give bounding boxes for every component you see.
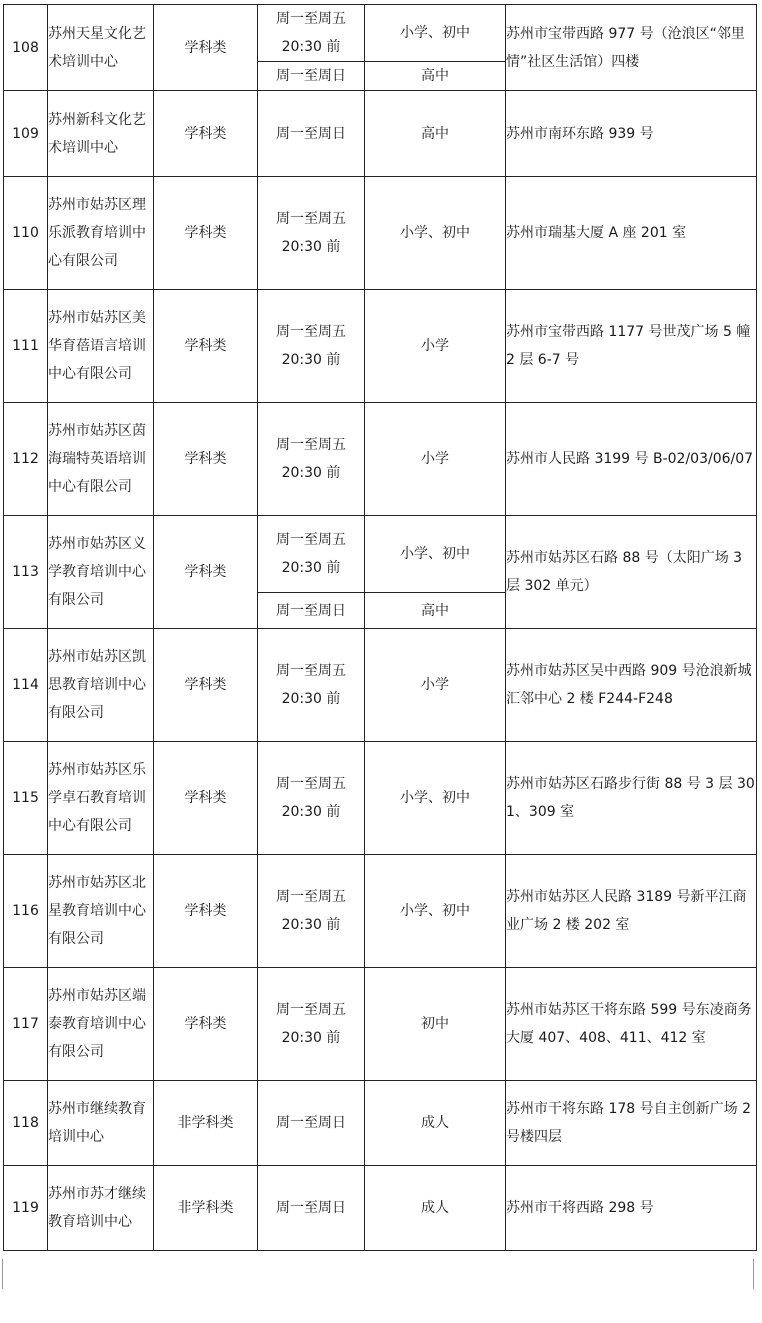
- institution-name: 苏州市姑苏区凯思教育培训中心有限公司: [48, 629, 154, 742]
- schedule-line: 周一至周日: [276, 1200, 346, 1216]
- institution-name: 苏州市姑苏区义学教育培训中心有限公司: [48, 516, 154, 629]
- schedule-line: 周一至周日: [276, 602, 346, 619]
- category: 学科类: [154, 629, 258, 742]
- category: 学科类: [154, 855, 258, 968]
- row-number: 108: [4, 5, 48, 91]
- table-row: [4, 5, 757, 62]
- table-row: [4, 403, 757, 516]
- institution-name: 苏州市姑苏区乐学卓石教育培训中心有限公司: [48, 742, 154, 855]
- schedule-time: [258, 968, 365, 1081]
- schedule-line: 20:30 前: [281, 239, 341, 255]
- category: 非学科类: [154, 1081, 258, 1166]
- category: 学科类: [154, 290, 258, 403]
- address: 苏州市宝带西路 977 号（沧浪区“邻里情”社区生活馆）四楼: [506, 5, 757, 91]
- schedule-time: [258, 629, 365, 742]
- address: 苏州市瑞基大厦 A 座 201 室: [506, 177, 757, 290]
- school-level: 小学、初中: [365, 516, 506, 593]
- school-level: 高中: [365, 62, 506, 91]
- schedule-time: [258, 855, 365, 968]
- category: 学科类: [154, 742, 258, 855]
- address: 苏州市姑苏区干将东路 599 号东凌商务大厦 407、408、411、412 室: [506, 968, 757, 1081]
- row-number: 117: [4, 968, 48, 1081]
- address: 苏州市干将东路 178 号自主创新广场 2 号楼四层: [506, 1081, 757, 1166]
- school-level: 成人: [365, 1166, 506, 1251]
- schedule-line: 周一至周五: [276, 532, 346, 548]
- table-row: [4, 629, 757, 742]
- address: 苏州市姑苏区人民路 3189 号新平江商业广场 2 楼 202 室: [506, 855, 757, 968]
- schedule-line: 周一至周五: [276, 776, 346, 792]
- schedule-time: [258, 177, 365, 290]
- schedule-line: 20:30 前: [281, 560, 341, 576]
- row-number: 112: [4, 403, 48, 516]
- schedule-line: 20:30 前: [281, 465, 341, 481]
- schedule-line: 20:30 前: [281, 352, 341, 368]
- schedule-time: [258, 62, 365, 91]
- schedule-time: [258, 516, 365, 593]
- address: 苏州市姑苏区吴中西路 909 号沧浪新城汇邻中心 2 楼 F244-F248: [506, 629, 757, 742]
- address: 苏州市姑苏区石路 88 号（太阳广场 3 层 302 单元）: [506, 516, 757, 629]
- institution-name: 苏州市姑苏区北星教育培训中心有限公司: [48, 855, 154, 968]
- schedule-time: [258, 91, 365, 177]
- institution-name: 苏州天星文化艺术培训中心: [48, 5, 154, 91]
- school-level: 小学、初中: [365, 177, 506, 290]
- institution-name: 苏州市姑苏区理乐派教育培训中心有限公司: [48, 177, 154, 290]
- address: 苏州市宝带西路 1177 号世茂广场 5 幢 2 层 6-7 号: [506, 290, 757, 403]
- schedule-line: 20:30 前: [281, 39, 341, 55]
- address: 苏州市干将西路 298 号: [506, 1166, 757, 1251]
- row-number: 116: [4, 855, 48, 968]
- school-level: 小学: [365, 290, 506, 403]
- schedule-time: [258, 1081, 365, 1166]
- schedule-line: 20:30 前: [281, 917, 341, 933]
- schedule-time: [258, 1166, 365, 1251]
- row-number: 115: [4, 742, 48, 855]
- institution-name: 苏州市姑苏区端泰教育培训中心有限公司: [48, 968, 154, 1081]
- table-row: [4, 855, 757, 968]
- school-level: 小学、初中: [365, 742, 506, 855]
- schedule-time: [258, 593, 365, 629]
- schedule-line: 周一至周五: [276, 889, 346, 905]
- institution-name: 苏州新科文化艺术培训中心: [48, 91, 154, 177]
- category: 非学科类: [154, 1166, 258, 1251]
- institution-name: 苏州市继续教育培训中心: [48, 1081, 154, 1166]
- institution-name: 苏州市苏才继续教育培训中心: [48, 1166, 154, 1251]
- row-number: 119: [4, 1166, 48, 1251]
- table-row: [4, 1166, 757, 1251]
- schedule-line: 周一至周五: [276, 437, 346, 453]
- address: 苏州市南环东路 939 号: [506, 91, 757, 177]
- schedule-line: 周一至周五: [276, 324, 346, 340]
- page-margin-mark-left: [2, 1259, 3, 1289]
- table-row: [4, 742, 757, 855]
- table-row: [4, 516, 757, 593]
- school-level: 成人: [365, 1081, 506, 1166]
- category: 学科类: [154, 177, 258, 290]
- schedule-line: 周一至周日: [276, 1115, 346, 1131]
- row-number: 118: [4, 1081, 48, 1166]
- row-number: 114: [4, 629, 48, 742]
- schedule-line: 周一至周五: [276, 11, 346, 27]
- schedule-time: [258, 5, 365, 62]
- school-level: 高中: [365, 593, 506, 629]
- schedule-time: [258, 403, 365, 516]
- address: 苏州市人民路 3199 号 B-02/03/06/07: [506, 403, 757, 516]
- school-level: 小学: [365, 403, 506, 516]
- institution-name: 苏州市姑苏区茵海瑞特英语培训中心有限公司: [48, 403, 154, 516]
- school-level: 小学、初中: [365, 855, 506, 968]
- school-level: 高中: [365, 91, 506, 177]
- table-row: [4, 91, 757, 177]
- category: 学科类: [154, 91, 258, 177]
- row-number: 111: [4, 290, 48, 403]
- schedule-time: [258, 290, 365, 403]
- schedule-line: 20:30 前: [281, 804, 341, 820]
- schedule-line: 周一至周五: [276, 211, 346, 227]
- row-number: 113: [4, 516, 48, 629]
- table-body: [4, 5, 757, 1251]
- schedule-line: 周一至周日: [276, 125, 346, 142]
- institution-table: [3, 4, 757, 1251]
- schedule-line: 周一至周五: [276, 663, 346, 679]
- row-number: 109: [4, 91, 48, 177]
- category: 学科类: [154, 968, 258, 1081]
- schedule-line: 周一至周日: [276, 68, 346, 84]
- row-number: 110: [4, 177, 48, 290]
- schedule-line: 周一至周五: [276, 1002, 346, 1018]
- schedule-line: 20:30 前: [281, 1030, 341, 1046]
- category: 学科类: [154, 516, 258, 629]
- page-margin-mark-right: [753, 1259, 754, 1289]
- table-row: [4, 1081, 757, 1166]
- school-level: 初中: [365, 968, 506, 1081]
- category: 学科类: [154, 5, 258, 91]
- category: 学科类: [154, 403, 258, 516]
- school-level: 小学: [365, 629, 506, 742]
- table-row: [4, 290, 757, 403]
- schedule-time: [258, 742, 365, 855]
- table-row: [4, 177, 757, 290]
- schedule-line: 20:30 前: [281, 691, 341, 707]
- address: 苏州市姑苏区石路步行街 88 号 3 层 301、309 室: [506, 742, 757, 855]
- institution-name: 苏州市姑苏区美华育蓓语言培训中心有限公司: [48, 290, 154, 403]
- school-level: 小学、初中: [365, 5, 506, 62]
- table-row: [4, 968, 757, 1081]
